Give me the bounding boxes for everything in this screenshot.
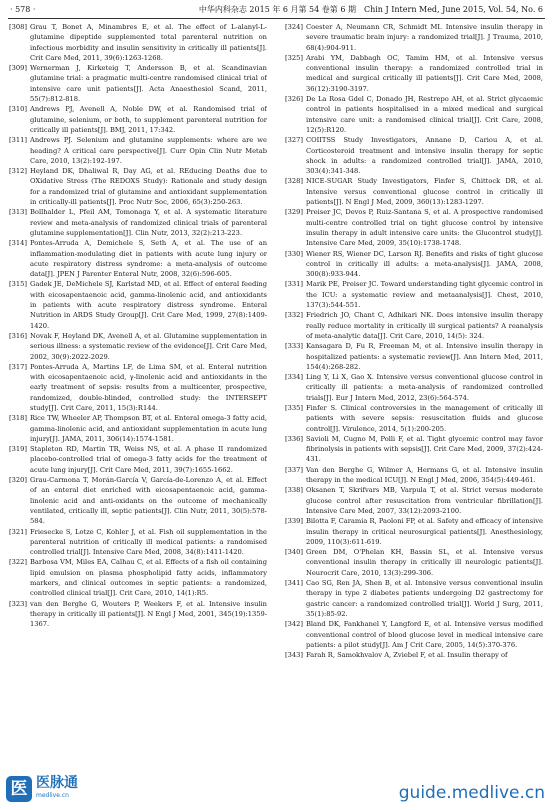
reference-entry [285,619,543,650]
reference-entry [285,650,543,660]
reference-entry [285,249,543,280]
reference-text: Marik PE, Preiser JC. Toward understanding tight glycemic control in the ICU: a systematic review and metaanalysis[J]. Chest, 2010, 137(3):544-551. [306,280,543,310]
reference-entry [285,578,543,619]
reference-number: [315] [9,280,27,289]
reference-text: Kansagara D, Fu R, Freeman M, et al. Intensive insulin therapy in hospitalized patients: a systematic review[J]. Ann Intern Med, 2011, 154(4):268-282. [306,342,543,371]
reference-number: [320] [9,476,27,485]
reference-entry [285,403,543,434]
reference-entry [9,135,267,166]
reference-entry [9,22,267,63]
reference-text: Savioli M, Cugno M, Polli F, et al. Tight glycemic control may favor fibrinolysis in patients with sepsis[J]. Crit Care Med, 2009, 37(2):424-431. [306,434,543,464]
reference-text: Oksanen T, Skrifvars MB, Varpula T, et al. Strict versus moderate glucose control after resuscitation from ventricular fibrillation[J]. Intensive Care Med, 2007, 33(12):2093-2100. [306,486,543,515]
reference-text: Wernerman J, Kirketeig T, Andersson B, et al. Scandinavian glutamine trial: a pragmatic multi-centre randomised clinical trial of intensive care unit patients[J]. Acta Anaesthesiol Scand, 2011, 55(7):812-818. [30,64,267,104]
reference-number: [333] [285,342,303,351]
reference-entry [285,94,543,135]
reference-number: [309] [9,64,27,73]
reference-entry [285,22,543,53]
reference-text: Barbosa VM, Miles EA, Calhau C, et al. Effects of a fish oil containing lipid emulsion on plasma phospholipid fatty acids, inflammatory markers, and clinical outcomes in septic patients: a randomized, controlled clinical trial[J]. Crit Care, 2010, 14(1):R5. [30,558,267,598]
reference-number: [334] [285,373,303,382]
reference-text: Preiser JC, Devos P, Ruiz-Santana S, et al. A prospective randomised multi-centre controlled trial on tight glucose control by intensive insulin therapy in adult intensive care units: the Glucontrol study[J]. Intensive Care Med, 2009, 35(10):1738-1748. [306,208,543,248]
reference-number: [310] [9,105,27,114]
reference-entry [285,207,543,248]
reference-number: [313] [9,208,27,217]
reference-entry [9,104,267,135]
reference-entry [285,465,543,486]
reference-entry [285,53,543,94]
reference-entry [9,279,267,330]
reference-text: Farah R, Samokhvalov A, Zviebel F, et al. Insulin therapy of [306,651,508,660]
reference-entry [9,166,267,207]
logo-url: medlive.cn [36,792,69,799]
reference-entry [285,341,543,372]
reference-entry [9,557,267,598]
reference-entry [9,207,267,238]
medlive-logo-icon: 医 [6,776,32,802]
logo-name: 医脉通 [36,775,78,791]
page-header [8,3,545,17]
reference-number: [322] [9,558,27,567]
reference-text: Grau-Carmona T, Morán-García V, García-de-Lorenzo A, et al. Effect of an enteral diet enriched with eicosapentaenoic acid, gamma-linolenic acid and anti-oxidants on the outcome of mechanically ventilated, critically ill, septic patients[J]. Clin Nutr, 2011, 30(5):578-584. [30,476,267,526]
reference-entry [285,372,543,403]
reference-text: Pontes-Arruda A, Martins LF, de Lima SM, et al. Enteral nutrition with eicosapentaenoic acid, γ-linolenic acid and antioxidants in the early treatment of sepsis: results from a multicenter, prospective, randomized, double-blinded, controlled study: the INTERSEPT study[J]. Crit Care, 2011, 15(3):R144. [30,362,267,412]
reference-entry [285,135,543,176]
reference-text: Andrews PJ. Selenium and glutamine supplements: where are we heading? A critical care perspective[J]. Curr Opin Clin Nutr Metab Care, 2010, 13(2):192-197. [30,136,267,165]
reference-entry [9,362,267,413]
reference-number: [331] [285,280,303,289]
reference-entry [9,63,267,104]
reference-entry [9,527,267,558]
reference-column-right [285,22,543,764]
reference-entry [9,331,267,362]
reference-number: [311] [9,136,27,145]
reference-text: Ling Y, Li X, Gao X. Intensive versus conventional glucose control in critically ill patients: a meta-analysis of randomized controlled trials[J]. Eur J Intern Med, 2012, 23(6):564-574. [306,373,543,402]
reference-text: Gadek JE, DeMichele SJ, Karlstad MD, et al. Effect of enteral feeding with eicosapentaenoic acid, gamma-linolenic acid, and antioxidants in patients with acute respiratory distress syndrome. Enteral Nutrition in ARDS Study Group[J]. Crit Care Med, 1999, 27(8):1409-1420. [30,280,267,330]
reference-text: Pontes-Arruda A, Demichele S, Seth A, et al. The use of an inflammation-modulating diet in patients with acute lung injury or acute respiratory distress syndrome: a meta-analysis of outcome data[J]. JPEN J Parenter Enteral Nutr, 2008, 32(6):596-605. [30,239,267,279]
reference-number: [316] [9,331,27,340]
reference-number: [338] [285,486,303,495]
reference-number: [318] [9,414,27,423]
reference-number: [321] [9,527,27,536]
reference-number: [342] [285,620,303,629]
reference-entry [285,485,543,516]
reference-number: [343] [285,651,303,660]
medlive-logo[interactable] [6,774,106,804]
reference-entry [285,516,543,547]
reference-text: Green DM, O'Phelan KH, Bassin SL, et al. Intensive versus conventional insulin therapy in critically ill neurologic patients[J]. Neurocrit Care, 2010, 13(3):299-306. [306,548,543,577]
reference-text: Grau T, Bonet A, Minambres E, et al. The effect of L-alanyl-L-glutamine dipeptide supplemented total parenteral nutrition on infectious morbidity and insulin sensitivity in critically ill patients[J]. Crit Care Med, 2011, 39(6):1263-1268. [30,23,267,62]
reference-entry [285,279,543,310]
reference-entry [285,176,543,207]
reference-text: Finfer S. Clinical controversies in the management of critically ill patients with severe sepsis: resuscitation fluids and glucose control[J]. Virulence, 2014, 5(1):200-205. [306,403,543,433]
reference-number: [317] [9,362,27,371]
reference-number: [328] [285,177,303,186]
reference-entry [9,413,267,444]
reference-entry [285,310,543,341]
reference-text: Friesecke S, Lotze C, Kohler J, et al. Fish oil supplementation in the parenteral nutrition of critically ill medical patients: a randomised controlled trial[J]. Intensive Care Med, 2008, 34(8):1411-1420. [30,527,267,557]
reference-number: [329] [285,208,303,217]
reference-text: Bollhalder L, Pfeil AM, Tomonaga Y, et al. A systematic literature review and meta-analysis of randomized clinical trials of parenteral glutamine supplementation[J]. Clin Nutr, 2013, 32(2):213-223. [30,208,267,237]
reference-text: Van den Berghe G, Wilmer A, Hermans G, et al. Intensive insulin therapy in the medical ICU[J]. N Engl J Med, 2006, 354(5):449-461. [306,465,543,485]
header-rule [8,18,545,19]
page-footer [0,766,553,810]
reference-text: van den Berghe G, Wouters P, Weekers F, et al. Intensive insulin therapy in critically ill patients[J]. N Engl J Med, 2001, 345(19):1359-1367. [30,599,267,629]
reference-text: De La Rosa Gdel C, Donado JH, Restrepo AH, et al. Strict glycaemic control in patients hospitalised in a mixed medical and surgical intensive care unit: a randomised clinical trial[J]. Crit Care, 2008, 12(5):R120. [306,95,543,134]
reference-number: [335] [285,403,303,412]
guide-link[interactable]: guide.medlive.cn [398,783,545,803]
reference-entry [285,434,543,465]
reference-number: [323] [9,599,27,608]
page-number: · 578 · [10,5,36,14]
reference-entry [285,547,543,578]
reference-number: [326] [285,95,303,104]
reference-number: [337] [285,465,303,474]
reference-entry [9,599,267,630]
reference-text: Rice TW, Wheeler AP, Thompson BT, et al. Enteral omega-3 fatty acid, gamma-linolenic acid, and antioxidant supplementation in acute lung injury[J]. JAMA, 2011, 306(14):1574-1581. [30,414,267,443]
reference-text: Bland DK, Fankhanel Y, Langford E, et al. Intensive versus modified conventional control of blood glucose level in medical intensive care patients: a pilot study[J]. Am J Crit Care, 2005, 14(5):370-376. [306,620,543,649]
reference-number: [330] [285,249,303,258]
reference-text: Heyland DK, Dhaliwal R, Day AG, et al. REducing Deaths due to OXidative Stress (The REDOXS Study): Rationale and study design for a randomized trial of glutamine and antioxidant supplementation in critically-ill patients[J]. Proc Nutr Soc, 2006, 65(3):250-263. [30,167,267,207]
reference-text: COIITSS Study Investigators, Annane D, Cariou A, et al. Corticosteroid treatment and intensive insulin therapy for septic shock in adults: a randomized controlled trial[J]. JAMA, 2010, 303(4):341-348. [306,136,543,176]
reference-number: [339] [285,517,303,526]
reference-text: Coester A, Neumann CR, Schmidt MI. Intensive insulin therapy in severe traumatic brain injury: a randomized trial[J]. J Trauma, 2010, 68(4):904-911. [306,23,543,52]
reference-text: Bilotta F, Caramia R, Paoloni FP, et al. Safety and efficacy of intensive insulin therapy in critical neurosurgical patients[J]. Anesthesiology, 2009, 110(3):611-619. [306,517,543,546]
reference-number: [325] [285,53,303,62]
reference-column-left [9,22,267,764]
reference-number: [340] [285,548,303,557]
reference-text: Cao SG, Ren JA, Shen B, et al. Intensive versus conventional insulin therapy in type 2 diabetes patients undergoing D2 gastrectomy for gastric cancer: a randomized controlled trial[J]. World J Surg, 2011, 35(1):85-92. [306,579,543,618]
reference-text: Friedrich JO, Chant C, Adhikari NK. Does intensive insulin therapy really reduce mortality in critically ill surgical patients? A reanalysis of meta-analytic data[J]. Crit Care, 2010, 14(5): 324. [306,311,543,340]
reference-number: [336] [285,434,303,443]
reference-text: Stapleton RD, Martin TR, Weiss NS, et al. A phase II randomized placebo-controlled trial of omega-3 fatty acids for the treatment of acute lung injury[J]. Crit Care Med, 2011, 39(7):1655-1662. [30,445,267,474]
reference-number: [341] [285,579,303,588]
reference-text: Andrews PJ, Avenell A, Noble DW, et al. Randomised trial of glutamine, selenium, or both, to supplement parenteral nutrition for critically ill patients[J]. BMJ, 2011, 17:342. [30,105,267,134]
reference-number: [312] [9,167,27,176]
reference-text: NICE-SUGAR Study Investigators, Finfer S, Chittock DR, et al. Intensive versus conventional glucose control in critically ill patients[J]. N Engl J Med, 2009, 360(13):1283-1297. [306,177,543,207]
reference-entry [9,475,267,526]
journal-citation-line: 中华内科杂志 2015 年 6 月第 54 卷第 6 期 Chin J Intern Med, June 2015, Vol. 54, No. 6 [198,5,543,14]
reference-text: Wiener RS, Wiener DC, Larson RJ. Benefits and risks of tight glucose control in critically ill adults: a meta-analysis[J]. JAMA, 2008, 300(8):933-944. [306,249,543,279]
reference-text: Arabi YM, Dabbagh OC, Tamim HM, et al. Intensive versus conventional insulin therapy: a randomized controlled trial in medical and surgical critically ill patients[J]. Crit Care Med, 2008, 36(12):3190-3197. [306,53,543,93]
reference-entry [9,444,267,475]
reference-number: [332] [285,311,303,320]
reference-text: Novak F, Heyland DK, Avenell A, et al. Glutamine supplementation in serious illness: a systematic review of the evidence[J]. Crit Care Med, 2002, 30(9):2022-2029. [30,331,267,361]
reference-number: [308] [9,23,27,31]
reference-number: [319] [9,445,27,454]
reference-entry [9,238,267,279]
reference-number: [327] [285,136,303,145]
reference-number: [324] [285,23,303,31]
reference-number: [314] [9,239,27,248]
